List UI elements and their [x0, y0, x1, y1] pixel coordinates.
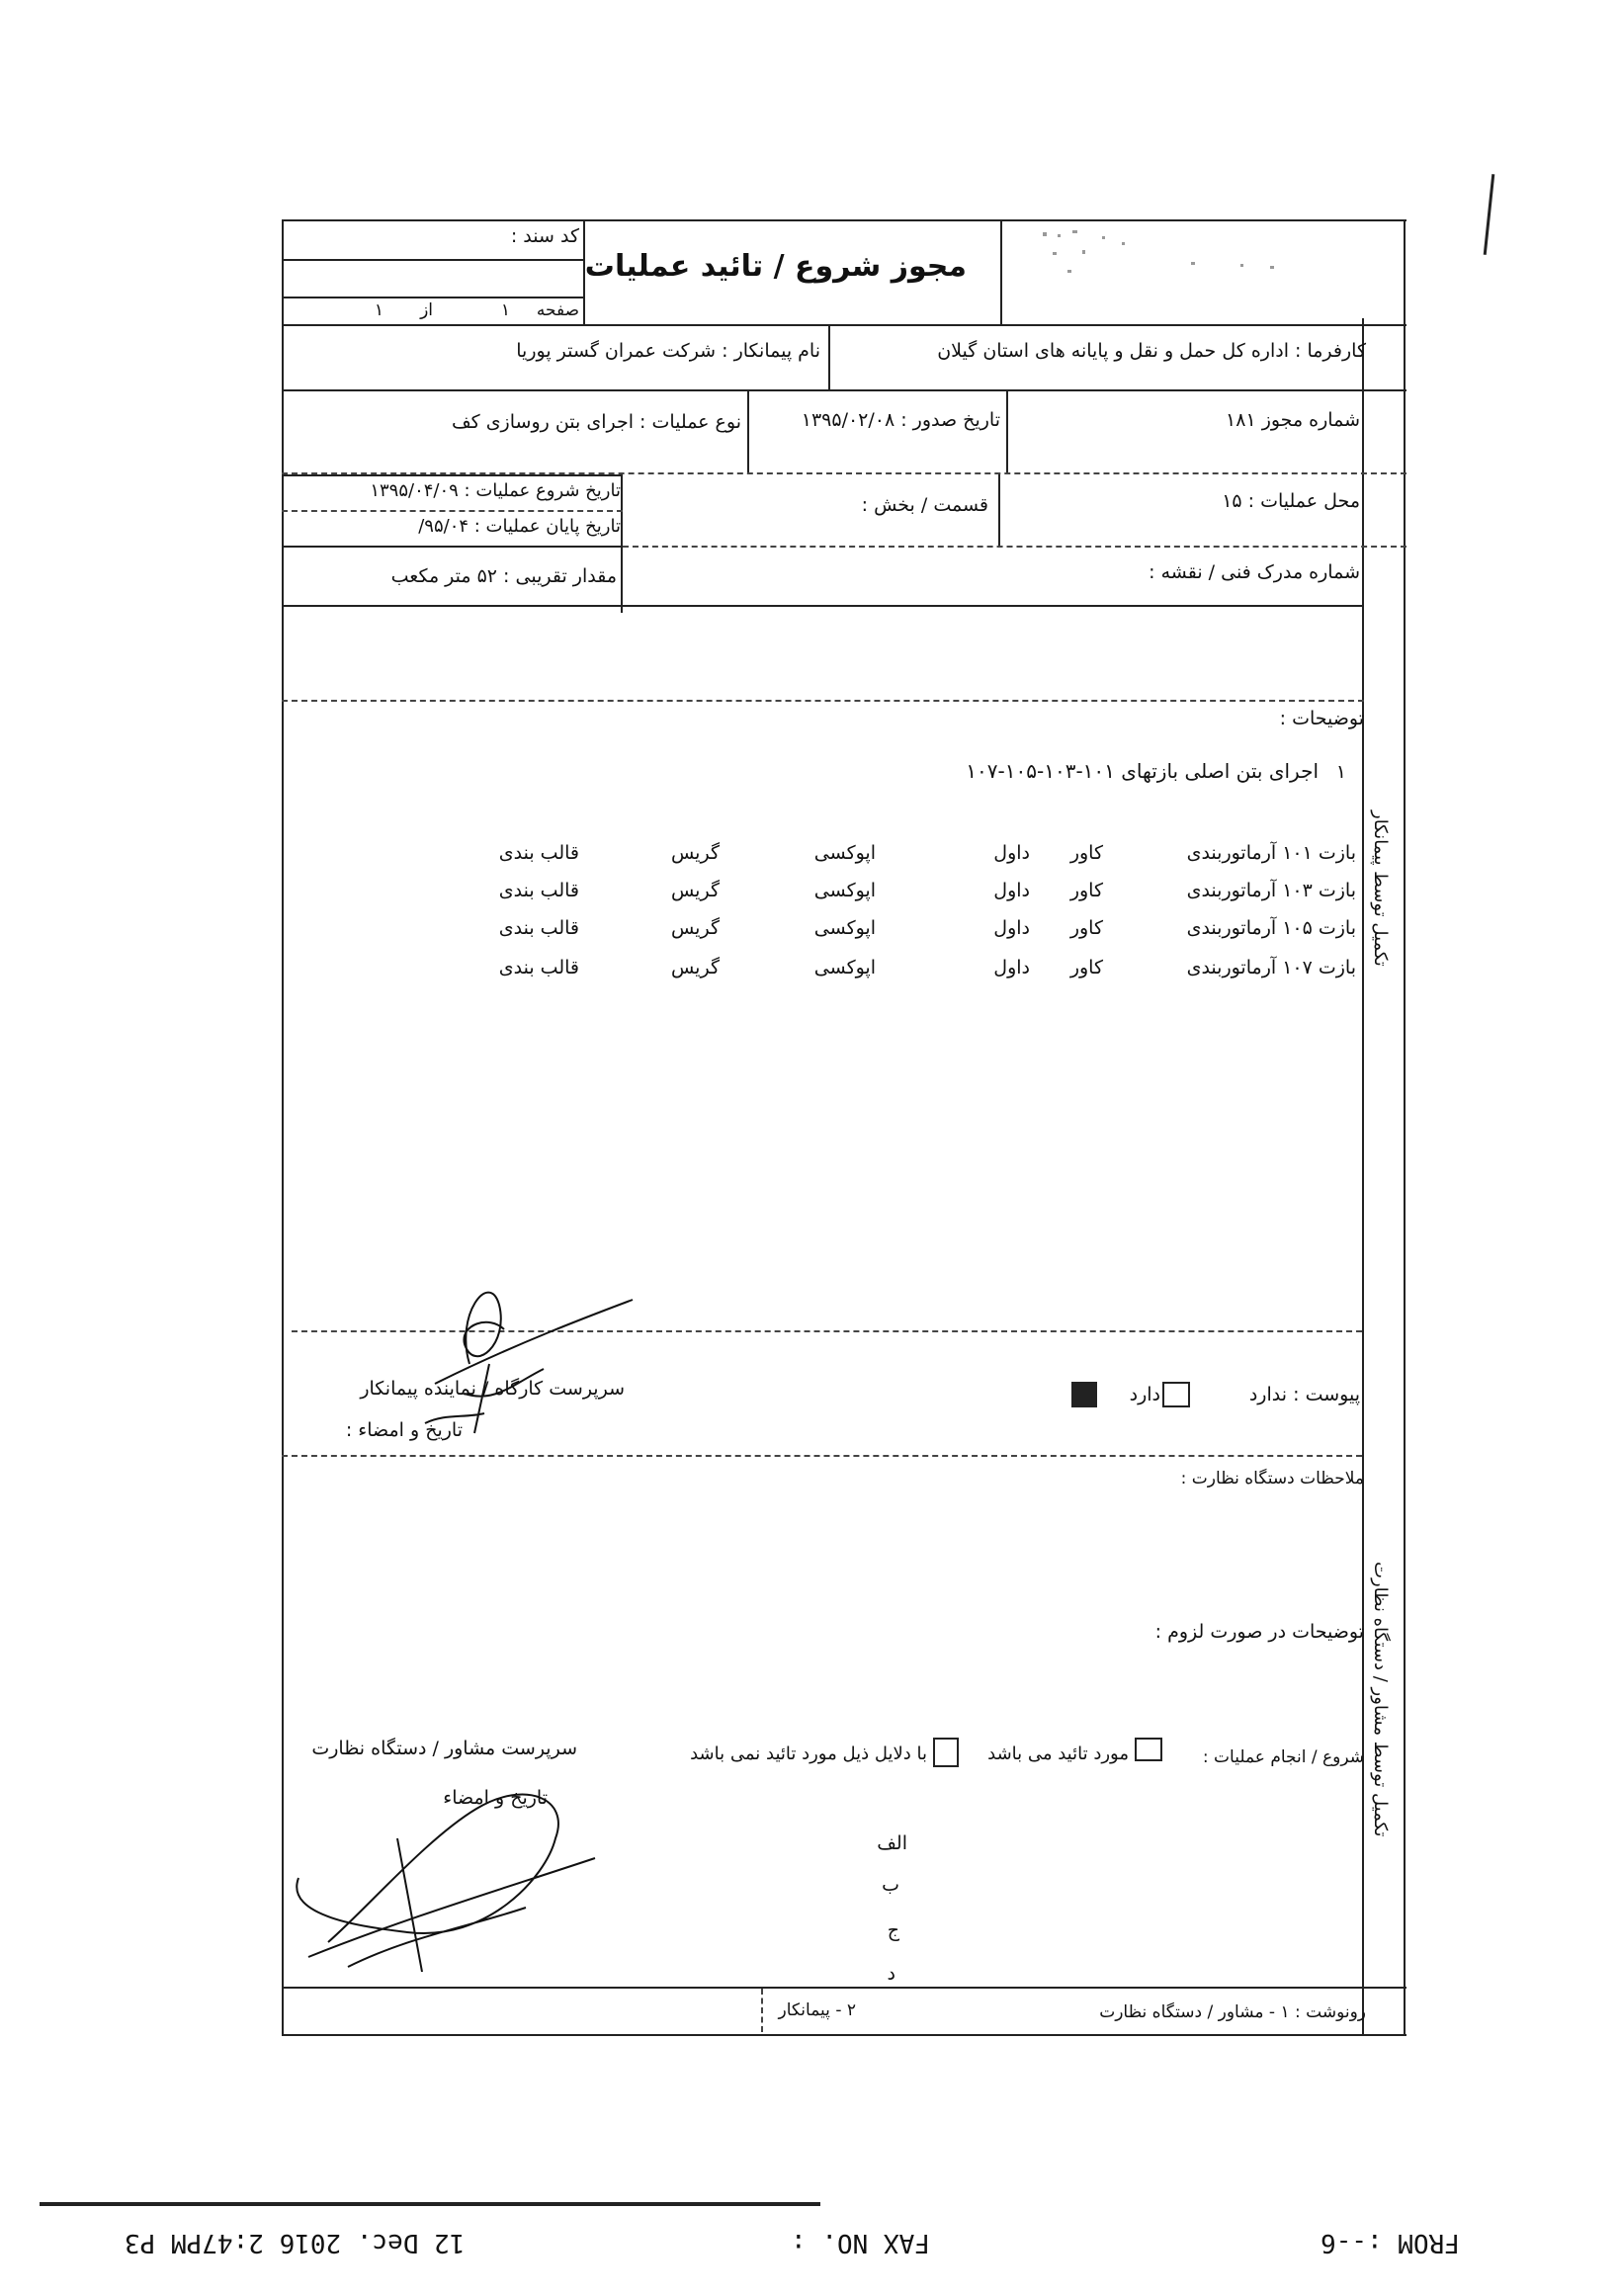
option-not-ok-label: با دلایل ذیل مورد تائید نمی باشد — [690, 1743, 927, 1764]
parties-divider — [828, 324, 830, 391]
table-cell: قالب بندی — [498, 842, 579, 864]
fax-from: FROM :--6 — [1321, 2228, 1460, 2257]
table-cell: گریس — [670, 957, 720, 978]
annex-no-checkbox[interactable] — [1162, 1382, 1190, 1407]
table-cell: بازت ۱۰۵ آرماتوربندی — [1186, 917, 1356, 939]
form-border-left — [282, 219, 284, 2036]
header-left-row1 — [282, 259, 583, 261]
consultant-date-sign-label: تاریخ و امضاء — [443, 1787, 548, 1809]
table-cell: اپوکسی — [813, 880, 876, 901]
permit-number: شماره مجوز ۱۸۱ — [1226, 409, 1360, 431]
page-total: ۱ — [374, 300, 383, 320]
list-item: ج — [887, 1919, 899, 1941]
section-field: قسمت / بخش : — [861, 494, 988, 516]
header-bottom — [282, 324, 1406, 326]
form-border-bottom — [282, 2034, 1406, 2036]
footer-copy-2: ۲ - پیمانکار — [778, 2000, 856, 2020]
form-title: مجوز شروع / تائید عملیات — [584, 249, 967, 284]
form-border-top — [282, 219, 1406, 221]
notes-item-num: ۱ — [1335, 761, 1346, 783]
table-cell: قالب بندی — [498, 957, 579, 978]
operation-type: نوع عملیات : اجرای بتن روسازی کف — [451, 411, 741, 433]
table-cell: کاور — [1069, 917, 1103, 939]
table-cell: بازت ۱۰۷ آرماتوربندی — [1186, 957, 1356, 978]
list-item: ب — [882, 1874, 899, 1896]
end-date: تاریخ پایان عملیات : ۹۵/۰۴/ — [418, 516, 621, 537]
notes-label: توضیحات : — [1279, 708, 1364, 729]
table-cell: کاور — [1069, 957, 1103, 978]
table-cell: داول — [993, 842, 1030, 864]
annex-no-label: ندارد — [1248, 1384, 1287, 1405]
annex-yes-checkbox[interactable] — [1071, 1382, 1097, 1407]
page-num: ۱ — [500, 300, 510, 320]
table-cell: داول — [993, 917, 1030, 939]
start-date: تاریخ شروع عملیات : ۱۳۹۵/۰۴/۰۹ — [370, 480, 621, 501]
contractor-date-sign-label: تاریخ و امضاء : — [345, 1419, 463, 1441]
location-divider — [998, 474, 1000, 546]
dates-mid-dash — [282, 510, 623, 512]
consultant-supervisor-label: سرپرست مشاور / دستگاه نظارت — [311, 1738, 577, 1759]
issue-date: تاریخ صدور : ۱۳۹۵/۰۲/۰۸ — [801, 409, 1000, 431]
option-not-ok-checkbox[interactable] — [933, 1738, 959, 1767]
list-item: الف — [877, 1832, 907, 1854]
margin-mark — [1484, 174, 1495, 255]
option-ok-label: مورد تائید می باشد — [987, 1743, 1129, 1764]
table-cell: داول — [993, 957, 1030, 978]
footer-top — [282, 1987, 1406, 1989]
side-label-contractor: تکمیل توسط پیمانکار — [1370, 810, 1391, 967]
footer-copy-1: رونوشت : ۱ - مشاور / دستگاه نظارت — [1099, 2002, 1366, 2022]
of-label: از — [420, 300, 433, 320]
page-label: صفحه — [536, 300, 579, 320]
table-cell: گریس — [670, 880, 720, 901]
table-cell: اپوکسی — [813, 842, 876, 864]
dates-box-top — [282, 474, 623, 476]
footer-divider — [761, 1989, 763, 2032]
employer-field: کارفرما : اداره کل حمل و نقل و پایانه های استان گیلان — [937, 340, 1366, 362]
form-border-right — [1404, 219, 1406, 2036]
contractor-supervisor-label: سرپرست کارگاه / نماینده پیمانکار — [360, 1378, 625, 1400]
table-cell: گریس — [670, 842, 720, 864]
consultant-remarks-label: ملاحظات دستگاه نظارت : — [1180, 1469, 1364, 1488]
contractor-signature — [316, 1275, 642, 1443]
header-left-row2 — [282, 297, 583, 298]
doc-code-label: کد سند : — [510, 225, 579, 247]
table-cell: گریس — [670, 917, 720, 939]
table-cell: کاور — [1069, 842, 1103, 864]
fax-number: FAX NO. : — [791, 2228, 930, 2257]
quantity-field: مقدار تقریبی : ۵۲ متر مکعب — [390, 565, 617, 587]
table-cell: داول — [993, 880, 1030, 901]
annex-label: پیوست : — [1293, 1384, 1360, 1405]
location-field: محل عملیات : ۱۵ — [1222, 490, 1360, 512]
notes-item-text: اجرای بتن اصلی بازتهای ۱۰۱-۱۰۳-۱۰۵-۱۰۷ — [966, 759, 1319, 783]
faded-logo — [1013, 222, 1339, 316]
fax-datetime: 12 Dec. 2016 2:47PM P3 — [125, 2228, 466, 2257]
permit-divider-2 — [747, 389, 749, 472]
contractor-field: نام پیمانکار : شرکت عمران گستر پوریا — [516, 340, 820, 362]
table-cell: قالب بندی — [498, 880, 579, 901]
start-operation-label: شروع / انجام عملیات : — [1202, 1747, 1364, 1767]
table-cell: قالب بندی — [498, 917, 579, 939]
technical-docs: شماره مدرک فنی / نقشه : — [1149, 561, 1360, 583]
fax-rule — [40, 2202, 820, 2206]
table-cell: کاور — [1069, 880, 1103, 901]
contractor-sign-bottom-dash — [282, 1455, 1362, 1457]
location-bottom-dash — [623, 546, 1406, 548]
table-cell: بازت ۱۰۱ آرماتوربندی — [1186, 842, 1356, 864]
notes-if-needed-label: توضیحات در صورت لزوم : — [1154, 1621, 1364, 1643]
parties-bottom — [282, 389, 1406, 391]
blank-row-dash — [282, 700, 1364, 702]
side-column-divider — [1362, 318, 1364, 2034]
docs-bottom — [282, 605, 1364, 607]
option-ok-checkbox[interactable] — [1135, 1738, 1162, 1761]
side-label-consultant: تکمیل توسط مشاور / دستگاه نظارت — [1370, 1562, 1391, 1837]
docs-top — [282, 546, 623, 548]
list-item: د — [887, 1963, 895, 1985]
header-divider-right — [1000, 219, 1002, 326]
consultant-signature — [289, 1779, 605, 1977]
table-cell: اپوکسی — [813, 957, 876, 978]
table-cell: اپوکسی — [813, 917, 876, 939]
permit-divider-1 — [1006, 389, 1008, 472]
table-cell: بازت ۱۰۳ آرماتوربندی — [1186, 880, 1356, 901]
dates-box-divider — [621, 474, 623, 613]
annex-yes-label: دارد — [1129, 1384, 1160, 1405]
